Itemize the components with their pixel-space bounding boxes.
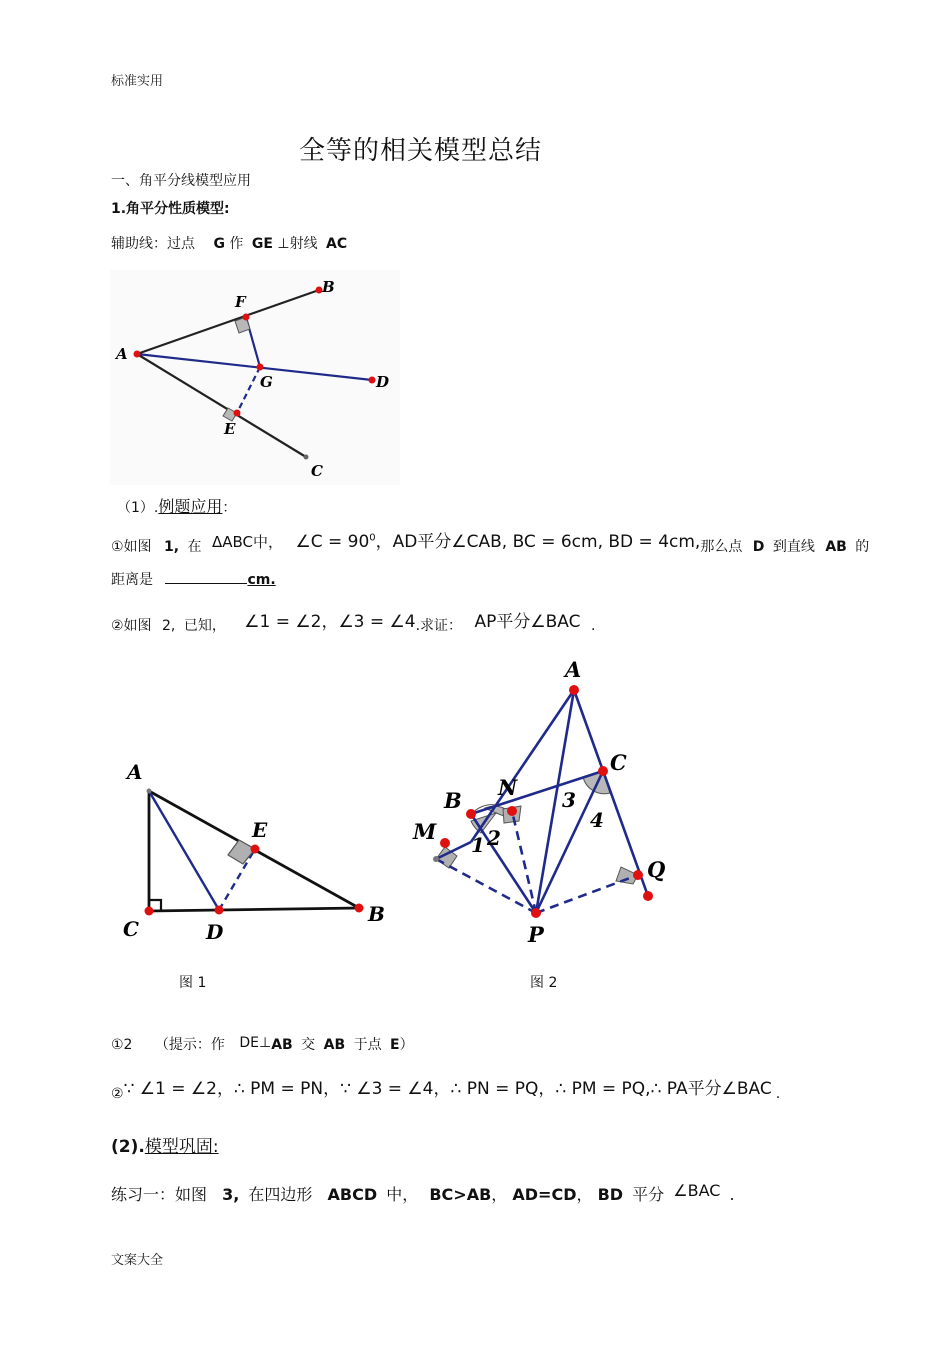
auxiliary-line-text — [111, 233, 347, 253]
ex1-bisects: 平分 — [632, 1185, 665, 1204]
q1-text-g: 那么点 — [700, 539, 743, 555]
ans2-proof: ∵ ∠1 = ∠2，∴ PM = PN，∵ ∠3 = ∠4，∴ PN = PQ，∴ PM = PQ,∴ PA平分∠BAC — [123, 1079, 772, 1099]
fig1-label-c: C — [123, 917, 139, 941]
q1-text-i: 到直线 — [772, 539, 815, 555]
aux-ray-word: ⊥射线 — [277, 236, 318, 252]
ex1-text-c: 在四边形 — [248, 1185, 313, 1204]
q2-given-angles: ∠1 = ∠2，∠3 = ∠4 — [244, 612, 416, 632]
ex1-text-e: 中， — [386, 1185, 419, 1204]
q2-text-a: ②如图 — [111, 618, 152, 634]
q2-text-c: 已知， — [183, 618, 226, 634]
q1-text-a: ①如图 — [111, 539, 152, 555]
subsection-heading-1 — [111, 198, 230, 218]
q1-angle-value: ∠C = 90 — [295, 532, 370, 552]
ex1-bd: BD — [597, 1185, 624, 1204]
section2-number: (2). — [111, 1137, 145, 1157]
q1-unit: cm. — [247, 572, 276, 588]
ans2-period: . — [775, 1086, 781, 1102]
ex1-period: . — [729, 1185, 735, 1204]
q1-text-k: 的 — [855, 539, 870, 555]
fig0-label-b: B — [322, 278, 335, 296]
ans2-number: ② — [111, 1086, 124, 1102]
aux-prefix: 辅助线：过点 — [111, 236, 195, 252]
fig2-angle-2: 2 — [487, 826, 501, 850]
section-heading-1: 一、角平分线模型应用 — [111, 173, 251, 189]
q2-fig-number: 2, — [162, 618, 176, 634]
fig2-angle-1: 1 — [471, 833, 485, 857]
q1-fig-number: 1, — [164, 539, 180, 555]
fig2-angle-3: 3 — [562, 788, 576, 812]
page-header: 标准实用 — [111, 74, 164, 89]
q1-conditions: ，AD平分∠CAB, BC = 6cm, BD = 4cm, — [375, 532, 701, 552]
aux-word: 作 — [229, 236, 244, 252]
fig0-label-a: A — [116, 345, 128, 363]
page-footer: 文案大全 — [111, 1253, 164, 1268]
ans1-close: ） — [399, 1037, 414, 1053]
ans1-point-e: E — [390, 1037, 400, 1053]
subsection-text: 1.角平分性质模型: — [111, 201, 230, 217]
example-colon: ： — [222, 500, 237, 516]
q2-period: . — [590, 618, 596, 634]
fig0-label-f: F — [235, 293, 246, 311]
angle-bisector-figure — [110, 270, 400, 485]
figure-2-caption: 图 2 — [530, 975, 558, 991]
figure-1 — [115, 755, 400, 950]
fig0-label-c: C — [311, 462, 323, 480]
fig2-label-m: M — [413, 819, 437, 844]
ans1-number: ①2 — [111, 1037, 133, 1053]
figure-1-caption: 图 1 — [179, 975, 207, 991]
q2-prove-word: .求证： — [415, 618, 463, 634]
q2-to-prove: AP平分∠BAC — [474, 612, 581, 632]
question-1-line-2 — [111, 569, 276, 589]
fig2-label-q: Q — [647, 857, 666, 882]
q1-point-d: D — [752, 539, 765, 555]
fig1-label-d: D — [206, 920, 224, 944]
fig0-label-d: D — [376, 373, 390, 391]
fig0-label-g: G — [260, 373, 273, 391]
ex1-sep-1: ， — [491, 1185, 508, 1204]
ex1-angle-bac: ∠BAC — [673, 1181, 721, 1200]
ex1-quad: ABCD — [327, 1185, 378, 1204]
q1-triangle: ΔABC中， — [211, 533, 284, 551]
page-title: 全等的相关模型总结 — [299, 136, 543, 166]
section-heading-2 — [111, 1132, 219, 1157]
answer-1 — [111, 1034, 414, 1054]
q1-answer-blank[interactable] — [165, 571, 247, 584]
q1-text-c: 在 — [187, 539, 202, 555]
ans1-hint: （提示：作 — [154, 1037, 225, 1053]
aux-segment-ge: GE — [251, 236, 273, 252]
ex1-cond-1: BC>AB — [429, 1185, 492, 1204]
answer-2 — [111, 1078, 780, 1103]
exercise-1 — [111, 1182, 735, 1205]
example-title: 例题应用 — [158, 497, 223, 516]
ans1-intersect: 交 — [301, 1037, 316, 1053]
ans1-de-perp: DE⊥ — [239, 1035, 272, 1051]
figure-2 — [405, 655, 695, 955]
question-1-line-1 — [111, 531, 869, 556]
q1-line-ab: AB — [825, 539, 847, 555]
ex1-cond-2: AD=CD — [512, 1185, 577, 1204]
fig2-angle-4: 4 — [590, 808, 604, 832]
section2-title: 模型巩固: — [144, 1137, 219, 1157]
fig1-label-e: E — [252, 818, 268, 842]
ans1-ab: AB — [271, 1037, 293, 1053]
fig1-label-b: B — [368, 902, 385, 926]
fig2-label-b: B — [444, 788, 462, 813]
example-heading — [117, 494, 236, 517]
fig1-label-a: A — [127, 760, 143, 784]
ans1-at-point: 于点 — [353, 1037, 382, 1053]
ex1-sep-2: ， — [576, 1185, 593, 1204]
fig0-label-e: E — [224, 420, 236, 438]
fig2-label-c: C — [610, 750, 627, 775]
q1-angle-c — [295, 532, 375, 552]
aux-ray-ac: AC — [326, 236, 348, 252]
ans1-ab-2: AB — [323, 1037, 346, 1053]
ex1-text-a: 练习一：如图 — [111, 1185, 208, 1204]
q1-degree: 0 — [369, 532, 376, 544]
aux-point-g: G — [213, 236, 225, 252]
fig2-label-n: N — [498, 775, 518, 800]
example-number: （1）. — [117, 500, 159, 516]
fig2-label-a: A — [565, 657, 582, 682]
ex1-fig-number: 3, — [222, 1185, 240, 1204]
question-2 — [111, 610, 595, 635]
q1-distance-label: 距离是 — [111, 572, 153, 588]
fig2-label-p: P — [528, 922, 544, 947]
